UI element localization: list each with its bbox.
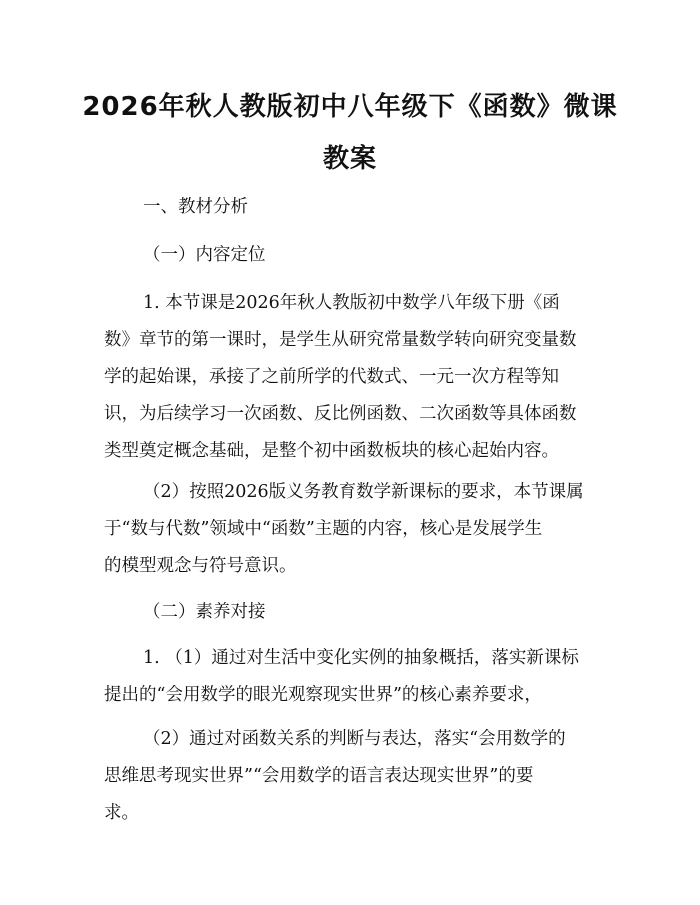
paragraph-1-line-4: 识，为后续学习一次函数、反比例函数、二次函数等具体函数 (104, 404, 577, 424)
paragraph-1-line-1: 1. 本节课是2026年秋人教版初中数学八年级下册《函 (143, 293, 560, 313)
document-title-line-2: 教案 (322, 144, 377, 174)
paragraph-1-line-3: 学的起始课，承接了之前所学的代数式、一元一次方程等知 (104, 367, 559, 387)
paragraph-3-line-1: 1. （1）通过对生活中变化实例的抽象概括，落实新课标 (143, 648, 579, 668)
paragraph-4-line-3: 求。 (104, 803, 139, 823)
paragraph-2-line-3: 的模型观念与符号意识。 (104, 556, 297, 576)
paragraph-1-line-2: 数》章节的第一课时，是学生从研究常量数学转向研究变量数 (104, 330, 577, 350)
section-heading-teaching-material-analysis: 一、教材分析 (143, 197, 248, 217)
paragraph-4-line-2: 思维思考现实世界”“会用数学的语言表达现实世界”的要 (104, 766, 534, 786)
paragraph-1-line-5: 类型奠定概念基础，是整个初中函数板块的核心起始内容。 (104, 441, 559, 461)
subsection-heading-content-positioning: （一）内容定位 (143, 245, 266, 265)
paragraph-2-line-1: （2）按照2026版义务教育数学新课标的要求，本节课属 (143, 482, 584, 502)
paragraph-2-line-2: 于“数与代数”领域中“函数”主题的内容，核心是发展学生 (104, 519, 543, 539)
document-title-line-1: 2026年秋人教版初中八年级下《函数》微课 (82, 92, 618, 122)
subsection-heading-literacy-alignment: （二）素养对接 (143, 602, 266, 622)
paragraph-4-line-1: （2）通过对函数关系的判断与表达，落实“会用数学的 (143, 729, 566, 749)
paragraph-3-line-2: 提出的“会用数学的眼光观察现实世界”的核心素养要求， (104, 685, 542, 705)
